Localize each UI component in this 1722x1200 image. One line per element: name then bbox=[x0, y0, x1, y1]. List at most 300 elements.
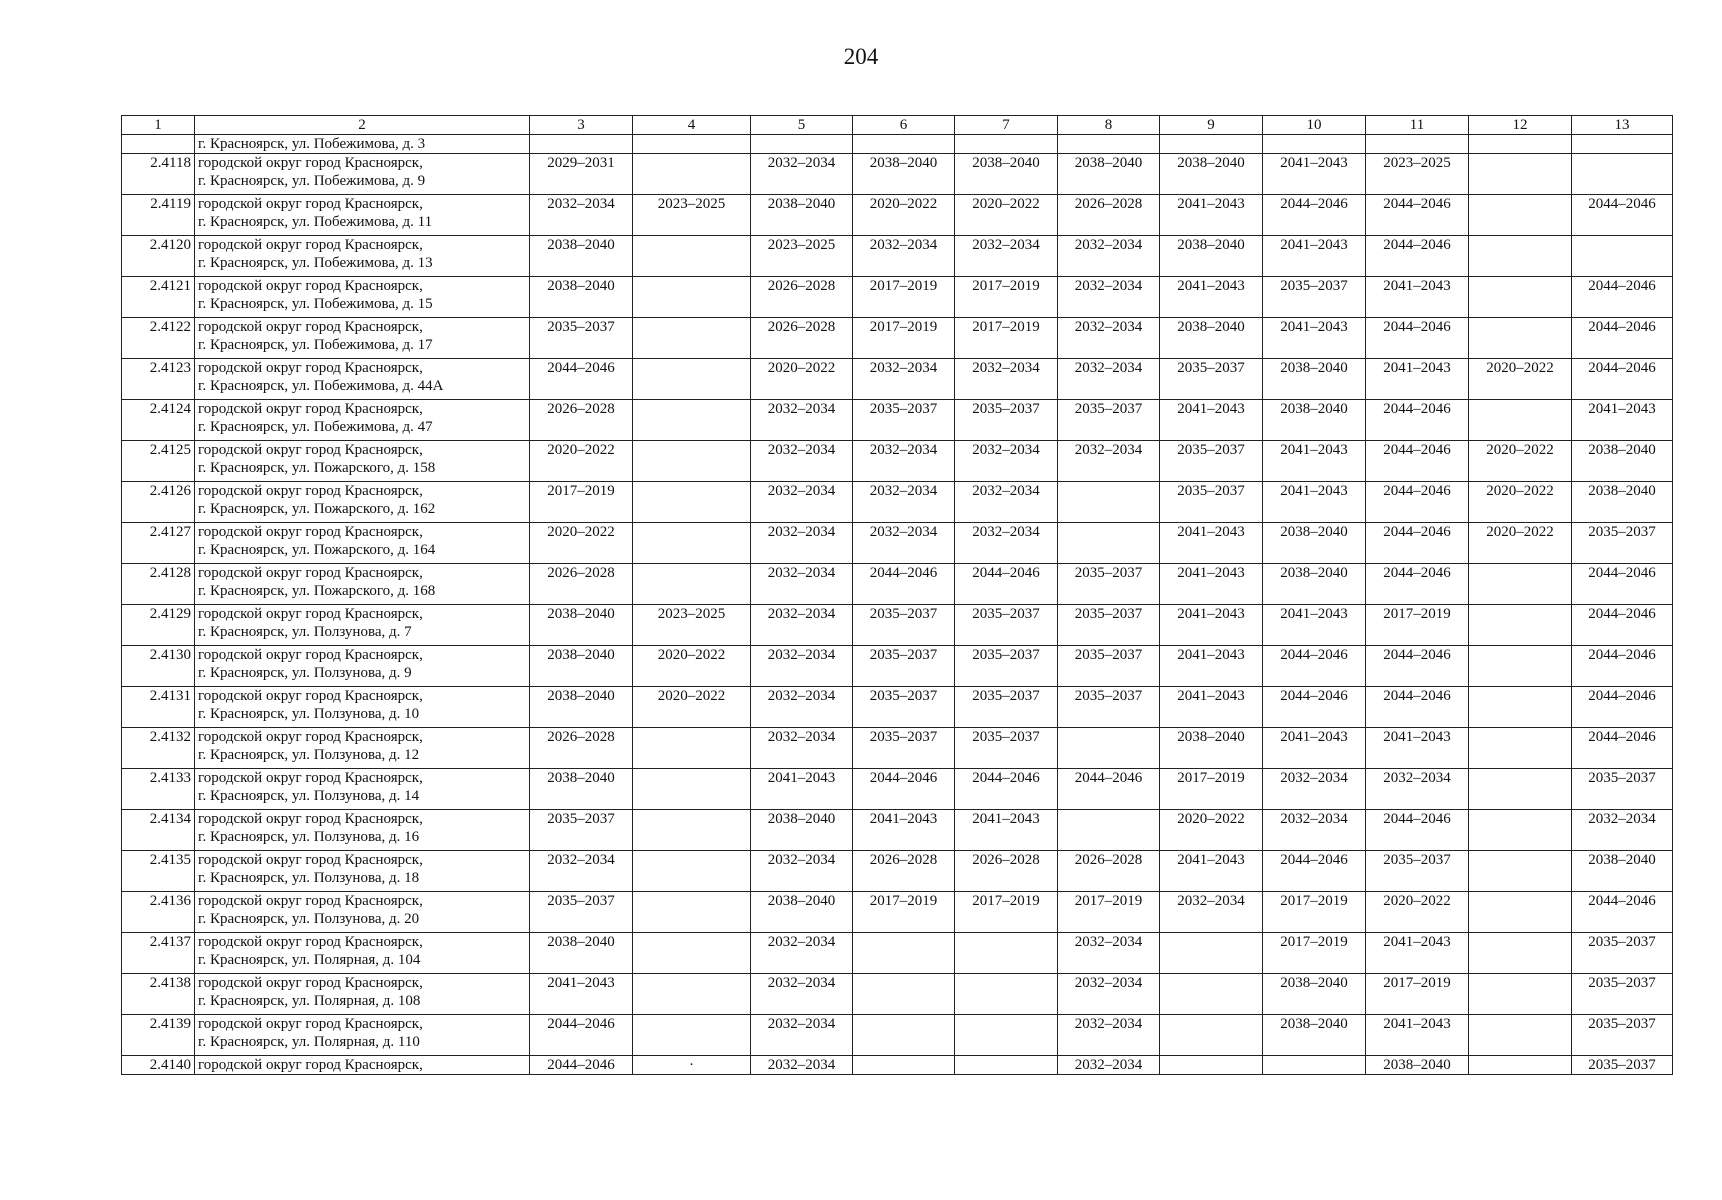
value-cell: 2026–2028 bbox=[1058, 851, 1160, 892]
value-cell: 2032–2034 bbox=[955, 482, 1058, 523]
value-cell bbox=[633, 728, 751, 769]
table-row bbox=[122, 236, 1673, 277]
table-row bbox=[122, 646, 1673, 687]
address-cell bbox=[195, 277, 530, 318]
schedule-table bbox=[121, 115, 1673, 1075]
address-cell: г. Красноярск, ул. Побежимова, д. 3 bbox=[195, 135, 530, 154]
value-cell bbox=[633, 564, 751, 605]
value-cell: 2017–2019 bbox=[1366, 974, 1469, 1015]
value-cell: 2038–2040 bbox=[530, 605, 633, 646]
address-line: г. Красноярск, ул. Полярная, д. 108 bbox=[198, 993, 421, 1009]
value-cell: 2032–2034 bbox=[955, 523, 1058, 564]
row-number-cell: 2.4138 bbox=[122, 974, 195, 1015]
value-cell: 2032–2034 bbox=[853, 482, 955, 523]
address-line: городской округ город Красноярск, bbox=[198, 1016, 423, 1032]
value-cell bbox=[853, 974, 955, 1015]
value-cell: 2041–2043 bbox=[1160, 523, 1263, 564]
row-number-cell: 2.4137 bbox=[122, 933, 195, 974]
row-number-cell: 2.4125 bbox=[122, 441, 195, 482]
value-cell: 2035–2037 bbox=[530, 318, 633, 359]
value-cell: 2032–2034 bbox=[751, 400, 853, 441]
value-cell: 2044–2046 bbox=[1366, 236, 1469, 277]
value-cell bbox=[633, 769, 751, 810]
address-line: г. Красноярск, ул. Пожарского, д. 158 bbox=[198, 460, 436, 476]
address-line: г. Красноярск, ул. Ползунова, д. 10 bbox=[198, 706, 420, 722]
address-cell bbox=[195, 154, 530, 195]
address-line: г. Красноярск, ул. Ползунова, д. 9 bbox=[198, 665, 412, 681]
address-line: г. Красноярск, ул. Ползунова, д. 20 bbox=[198, 911, 420, 927]
row-number-cell: 2.4139 bbox=[122, 1015, 195, 1056]
address-line: городской округ город Красноярск, bbox=[198, 688, 423, 704]
value-cell: 2038–2040 bbox=[853, 154, 955, 195]
value-cell: 2032–2034 bbox=[853, 523, 955, 564]
address-line: г. Красноярск, ул. Побежимова, д. 11 bbox=[198, 214, 433, 230]
value-cell: · bbox=[633, 1056, 751, 1075]
table-row bbox=[122, 523, 1673, 564]
value-cell bbox=[955, 135, 1058, 154]
value-cell: 2044–2046 bbox=[1572, 728, 1673, 769]
value-cell: 2035–2037 bbox=[955, 728, 1058, 769]
column-header: 10 bbox=[1263, 116, 1366, 135]
address-line: городской округ город Красноярск, bbox=[198, 893, 423, 909]
value-cell: 2044–2046 bbox=[530, 1056, 633, 1075]
value-cell bbox=[1469, 135, 1572, 154]
address-cell bbox=[195, 933, 530, 974]
value-cell: 2041–2043 bbox=[1263, 482, 1366, 523]
value-cell bbox=[1058, 810, 1160, 851]
value-cell: 2026–2028 bbox=[751, 277, 853, 318]
value-cell bbox=[1469, 646, 1572, 687]
value-cell bbox=[1469, 236, 1572, 277]
value-cell: 2020–2022 bbox=[1469, 441, 1572, 482]
value-cell bbox=[853, 135, 955, 154]
value-cell: 2041–2043 bbox=[1263, 154, 1366, 195]
address-line: городской округ город Красноярск, bbox=[198, 483, 423, 499]
value-cell bbox=[1469, 1015, 1572, 1056]
address-line: городской округ город Красноярск, bbox=[198, 811, 423, 827]
value-cell: 2035–2037 bbox=[1263, 277, 1366, 318]
value-cell: 2035–2037 bbox=[1572, 523, 1673, 564]
address-cell bbox=[195, 236, 530, 277]
address-line: городской округ город Красноярск, bbox=[198, 729, 423, 745]
row-number-cell: 2.4119 bbox=[122, 195, 195, 236]
table-row bbox=[122, 851, 1673, 892]
value-cell: 2017–2019 bbox=[853, 318, 955, 359]
value-cell: 2044–2046 bbox=[1572, 687, 1673, 728]
value-cell: 2020–2022 bbox=[530, 441, 633, 482]
value-cell: 2041–2043 bbox=[530, 974, 633, 1015]
address-line: городской округ город Красноярск, bbox=[198, 155, 423, 171]
value-cell: 2020–2022 bbox=[1469, 482, 1572, 523]
value-cell bbox=[633, 400, 751, 441]
address-cell bbox=[195, 851, 530, 892]
value-cell: 2026–2028 bbox=[530, 400, 633, 441]
value-cell: 2041–2043 bbox=[1160, 646, 1263, 687]
value-cell: 2032–2034 bbox=[853, 236, 955, 277]
table-row bbox=[122, 728, 1673, 769]
value-cell bbox=[633, 135, 751, 154]
value-cell: 2035–2037 bbox=[1572, 1015, 1673, 1056]
value-cell: 2044–2046 bbox=[1366, 400, 1469, 441]
value-cell: 2035–2037 bbox=[530, 892, 633, 933]
value-cell bbox=[1469, 933, 1572, 974]
value-cell: 2017–2019 bbox=[1160, 769, 1263, 810]
value-cell: 2017–2019 bbox=[1263, 892, 1366, 933]
address-cell bbox=[195, 195, 530, 236]
value-cell: 2023–2025 bbox=[751, 236, 853, 277]
value-cell: 2044–2046 bbox=[853, 769, 955, 810]
value-cell: 2038–2040 bbox=[530, 277, 633, 318]
value-cell bbox=[1572, 236, 1673, 277]
value-cell: 2038–2040 bbox=[751, 195, 853, 236]
value-cell: 2041–2043 bbox=[1366, 933, 1469, 974]
value-cell bbox=[633, 523, 751, 564]
value-cell: 2038–2040 bbox=[1263, 359, 1366, 400]
table-row bbox=[122, 605, 1673, 646]
value-cell: 2044–2046 bbox=[853, 564, 955, 605]
address-line: г. Красноярск, ул. Пожарского, д. 164 bbox=[198, 542, 436, 558]
value-cell bbox=[1469, 974, 1572, 1015]
value-cell bbox=[853, 1015, 955, 1056]
address-cell bbox=[195, 523, 530, 564]
column-header: 5 bbox=[751, 116, 853, 135]
value-cell: 2017–2019 bbox=[1263, 933, 1366, 974]
address-line: г. Красноярск, ул. Ползунова, д. 7 bbox=[198, 624, 412, 640]
value-cell: 2041–2043 bbox=[1160, 605, 1263, 646]
value-cell: 2020–2022 bbox=[1469, 523, 1572, 564]
row-number-cell: 2.4123 bbox=[122, 359, 195, 400]
value-cell: 2035–2037 bbox=[1366, 851, 1469, 892]
value-cell: 2032–2034 bbox=[530, 195, 633, 236]
table-row bbox=[122, 810, 1673, 851]
value-cell bbox=[853, 933, 955, 974]
value-cell bbox=[751, 135, 853, 154]
address-cell bbox=[195, 605, 530, 646]
value-cell: 2032–2034 bbox=[1263, 769, 1366, 810]
value-cell: 2035–2037 bbox=[955, 400, 1058, 441]
address-line: городской округ город Красноярск, bbox=[198, 278, 423, 294]
row-number-cell: 2.4129 bbox=[122, 605, 195, 646]
value-cell: 2044–2046 bbox=[1572, 564, 1673, 605]
value-cell: 2035–2037 bbox=[1572, 769, 1673, 810]
address-line: г. Красноярск, ул. Побежимова, д. 17 bbox=[198, 337, 433, 353]
value-cell: 2044–2046 bbox=[1572, 646, 1673, 687]
row-number-cell: 2.4120 bbox=[122, 236, 195, 277]
value-cell: 2032–2034 bbox=[955, 441, 1058, 482]
address-line: городской округ город Красноярск, bbox=[198, 606, 423, 622]
table-row bbox=[122, 482, 1673, 523]
address-cell bbox=[195, 564, 530, 605]
value-cell: 2041–2043 bbox=[1572, 400, 1673, 441]
value-cell bbox=[1469, 195, 1572, 236]
value-cell: 2041–2043 bbox=[955, 810, 1058, 851]
value-cell bbox=[1469, 769, 1572, 810]
value-cell: 2035–2037 bbox=[1058, 687, 1160, 728]
row-number-cell: 2.4126 bbox=[122, 482, 195, 523]
row-number-cell: 2.4124 bbox=[122, 400, 195, 441]
value-cell: 2026–2028 bbox=[955, 851, 1058, 892]
value-cell: 2032–2034 bbox=[853, 359, 955, 400]
value-cell: 2038–2040 bbox=[530, 933, 633, 974]
table-row bbox=[122, 769, 1673, 810]
table-row bbox=[122, 933, 1673, 974]
column-header: 11 bbox=[1366, 116, 1469, 135]
value-cell bbox=[633, 1015, 751, 1056]
column-header: 2 bbox=[195, 116, 530, 135]
value-cell: 2032–2034 bbox=[955, 359, 1058, 400]
value-cell: 2038–2040 bbox=[1366, 1056, 1469, 1075]
value-cell bbox=[633, 441, 751, 482]
value-cell: 2044–2046 bbox=[1572, 195, 1673, 236]
value-cell: 2035–2037 bbox=[955, 605, 1058, 646]
row-number-cell: 2.4121 bbox=[122, 277, 195, 318]
table-row bbox=[122, 564, 1673, 605]
table-row bbox=[122, 892, 1673, 933]
value-cell bbox=[955, 1056, 1058, 1075]
value-cell: 2023–2025 bbox=[633, 605, 751, 646]
row-number-cell bbox=[122, 135, 195, 154]
address-cell bbox=[195, 482, 530, 523]
value-cell: 2032–2034 bbox=[1160, 892, 1263, 933]
value-cell: 2023–2025 bbox=[1366, 154, 1469, 195]
column-header: 3 bbox=[530, 116, 633, 135]
column-header: 12 bbox=[1469, 116, 1572, 135]
address-line: городской округ город Красноярск, bbox=[198, 237, 423, 253]
value-cell bbox=[1469, 851, 1572, 892]
value-cell: 2041–2043 bbox=[853, 810, 955, 851]
value-cell bbox=[1263, 1056, 1366, 1075]
value-cell: 2038–2040 bbox=[1263, 974, 1366, 1015]
row-number-cell: 2.4131 bbox=[122, 687, 195, 728]
table-row bbox=[122, 974, 1673, 1015]
value-cell bbox=[1469, 564, 1572, 605]
value-cell: 2020–2022 bbox=[853, 195, 955, 236]
table-row bbox=[122, 135, 1673, 154]
value-cell bbox=[853, 1056, 955, 1075]
address-line: городской округ город Красноярск, bbox=[198, 1057, 423, 1073]
address-line: г. Красноярск, ул. Ползунова, д. 12 bbox=[198, 747, 420, 763]
table-row bbox=[122, 400, 1673, 441]
value-cell bbox=[1469, 1056, 1572, 1075]
value-cell bbox=[633, 810, 751, 851]
table-row bbox=[122, 277, 1673, 318]
value-cell: 2032–2034 bbox=[751, 933, 853, 974]
value-cell: 2035–2037 bbox=[1058, 605, 1160, 646]
value-cell: 2032–2034 bbox=[1058, 1056, 1160, 1075]
row-number-cell: 2.4140 bbox=[122, 1056, 195, 1075]
value-cell bbox=[1058, 135, 1160, 154]
column-header: 7 bbox=[955, 116, 1058, 135]
value-cell: 2041–2043 bbox=[1263, 318, 1366, 359]
row-number-cell: 2.4122 bbox=[122, 318, 195, 359]
value-cell: 2038–2040 bbox=[1160, 154, 1263, 195]
value-cell: 2035–2037 bbox=[955, 646, 1058, 687]
value-cell: 2044–2046 bbox=[1366, 441, 1469, 482]
value-cell: 2041–2043 bbox=[1366, 728, 1469, 769]
address-line: городской округ город Красноярск, bbox=[198, 360, 423, 376]
value-cell: 2026–2028 bbox=[853, 851, 955, 892]
value-cell: 2038–2040 bbox=[530, 687, 633, 728]
column-header: 13 bbox=[1572, 116, 1673, 135]
value-cell: 2041–2043 bbox=[1160, 277, 1263, 318]
table-row bbox=[122, 154, 1673, 195]
address-line: г. Красноярск, ул. Полярная, д. 104 bbox=[198, 952, 421, 968]
value-cell: 2032–2034 bbox=[1058, 441, 1160, 482]
value-cell: 2017–2019 bbox=[955, 318, 1058, 359]
value-cell: 2032–2034 bbox=[751, 605, 853, 646]
value-cell bbox=[1469, 687, 1572, 728]
value-cell: 2041–2043 bbox=[1160, 687, 1263, 728]
value-cell: 2035–2037 bbox=[853, 400, 955, 441]
value-cell: 2041–2043 bbox=[1263, 236, 1366, 277]
address-cell bbox=[195, 728, 530, 769]
value-cell: 2020–2022 bbox=[633, 687, 751, 728]
value-cell: 2041–2043 bbox=[1160, 851, 1263, 892]
value-cell: 2044–2046 bbox=[1572, 892, 1673, 933]
row-number-cell: 2.4136 bbox=[122, 892, 195, 933]
value-cell: 2035–2037 bbox=[853, 605, 955, 646]
value-cell: 2032–2034 bbox=[1263, 810, 1366, 851]
value-cell: 2035–2037 bbox=[853, 687, 955, 728]
value-cell: 2032–2034 bbox=[751, 851, 853, 892]
value-cell: 2020–2022 bbox=[1366, 892, 1469, 933]
value-cell: 2032–2034 bbox=[530, 851, 633, 892]
row-number-cell: 2.4118 bbox=[122, 154, 195, 195]
value-cell: 2032–2034 bbox=[751, 564, 853, 605]
address-cell bbox=[195, 646, 530, 687]
value-cell: 2017–2019 bbox=[530, 482, 633, 523]
value-cell: 2032–2034 bbox=[751, 441, 853, 482]
address-cell bbox=[195, 892, 530, 933]
value-cell: 2038–2040 bbox=[530, 646, 633, 687]
value-cell bbox=[633, 359, 751, 400]
value-cell: 2035–2037 bbox=[955, 687, 1058, 728]
value-cell bbox=[633, 318, 751, 359]
value-cell: 2038–2040 bbox=[955, 154, 1058, 195]
value-cell: 2020–2022 bbox=[633, 646, 751, 687]
table-row bbox=[122, 1056, 1673, 1075]
value-cell: 2038–2040 bbox=[1058, 154, 1160, 195]
address-line: г. Красноярск, ул. Побежимова, д. 15 bbox=[198, 296, 433, 312]
value-cell: 2035–2037 bbox=[1058, 564, 1160, 605]
value-cell bbox=[1572, 154, 1673, 195]
value-cell: 2044–2046 bbox=[530, 359, 633, 400]
value-cell: 2038–2040 bbox=[1572, 851, 1673, 892]
value-cell: 2041–2043 bbox=[1263, 605, 1366, 646]
value-cell: 2026–2028 bbox=[751, 318, 853, 359]
value-cell: 2038–2040 bbox=[1160, 236, 1263, 277]
header-row bbox=[122, 116, 1673, 135]
value-cell: 2035–2037 bbox=[1572, 1056, 1673, 1075]
value-cell: 2038–2040 bbox=[1160, 728, 1263, 769]
value-cell bbox=[1058, 523, 1160, 564]
address-cell bbox=[195, 441, 530, 482]
address-line: г. Красноярск, ул. Побежимова, д. 13 bbox=[198, 255, 433, 271]
address-line: городской округ город Красноярск, bbox=[198, 196, 423, 212]
value-cell: 2035–2037 bbox=[853, 646, 955, 687]
value-cell: 2041–2043 bbox=[1366, 359, 1469, 400]
value-cell: 2038–2040 bbox=[751, 892, 853, 933]
value-cell: 2044–2046 bbox=[1366, 195, 1469, 236]
value-cell bbox=[633, 933, 751, 974]
address-cell bbox=[195, 318, 530, 359]
value-cell: 2035–2037 bbox=[1160, 441, 1263, 482]
value-cell: 2044–2046 bbox=[1572, 359, 1673, 400]
value-cell: 2035–2037 bbox=[1058, 400, 1160, 441]
value-cell: 2041–2043 bbox=[1160, 195, 1263, 236]
value-cell: 2032–2034 bbox=[751, 523, 853, 564]
column-header: 8 bbox=[1058, 116, 1160, 135]
column-header: 6 bbox=[853, 116, 955, 135]
value-cell bbox=[633, 851, 751, 892]
address-cell bbox=[195, 810, 530, 851]
value-cell: 2020–2022 bbox=[1469, 359, 1572, 400]
value-cell: 2032–2034 bbox=[1058, 236, 1160, 277]
value-cell: 2044–2046 bbox=[1572, 277, 1673, 318]
value-cell: 2020–2022 bbox=[1160, 810, 1263, 851]
value-cell: 2038–2040 bbox=[1263, 400, 1366, 441]
address-line: городской округ город Красноярск, bbox=[198, 647, 423, 663]
value-cell: 2032–2034 bbox=[751, 974, 853, 1015]
row-number-cell: 2.4128 bbox=[122, 564, 195, 605]
value-cell bbox=[1469, 728, 1572, 769]
value-cell bbox=[1366, 135, 1469, 154]
address-line: г. Красноярск, ул. Побежимова, д. 47 bbox=[198, 419, 433, 435]
row-number-cell: 2.4130 bbox=[122, 646, 195, 687]
value-cell: 2032–2034 bbox=[751, 1015, 853, 1056]
table-row bbox=[122, 318, 1673, 359]
page-number: 204 bbox=[843, 44, 879, 69]
value-cell bbox=[1160, 1056, 1263, 1075]
value-cell bbox=[955, 1015, 1058, 1056]
value-cell: 2044–2046 bbox=[955, 564, 1058, 605]
value-cell: 2044–2046 bbox=[1263, 195, 1366, 236]
address-cell bbox=[195, 400, 530, 441]
value-cell bbox=[1469, 810, 1572, 851]
value-cell: 2041–2043 bbox=[1160, 564, 1263, 605]
value-cell: 2032–2034 bbox=[1058, 359, 1160, 400]
value-cell: 2020–2022 bbox=[530, 523, 633, 564]
value-cell: 2032–2034 bbox=[751, 687, 853, 728]
value-cell bbox=[1469, 892, 1572, 933]
address-line: г. Красноярск, ул. Ползунова, д. 16 bbox=[198, 829, 420, 845]
address-line: городской округ город Красноярск, bbox=[198, 524, 423, 540]
value-cell: 2044–2046 bbox=[1366, 564, 1469, 605]
row-number-cell: 2.4134 bbox=[122, 810, 195, 851]
value-cell bbox=[1469, 605, 1572, 646]
address-line: г. Красноярск, ул. Пожарского, д. 168 bbox=[198, 583, 436, 599]
value-cell bbox=[1469, 400, 1572, 441]
value-cell: 2044–2046 bbox=[1366, 318, 1469, 359]
value-cell: 2032–2034 bbox=[751, 154, 853, 195]
value-cell: 2032–2034 bbox=[751, 728, 853, 769]
value-cell: 2038–2040 bbox=[530, 236, 633, 277]
value-cell bbox=[1160, 974, 1263, 1015]
value-cell: 2032–2034 bbox=[853, 441, 955, 482]
value-cell: 2026–2028 bbox=[530, 564, 633, 605]
table-row bbox=[122, 359, 1673, 400]
value-cell: 2044–2046 bbox=[1263, 687, 1366, 728]
value-cell bbox=[955, 974, 1058, 1015]
value-cell bbox=[633, 974, 751, 1015]
table-row bbox=[122, 687, 1673, 728]
address-line: г. Красноярск, ул. Ползунова, д. 14 bbox=[198, 788, 420, 804]
value-cell: 2044–2046 bbox=[530, 1015, 633, 1056]
value-cell: 2017–2019 bbox=[853, 277, 955, 318]
address-cell bbox=[195, 687, 530, 728]
value-cell: 2038–2040 bbox=[751, 810, 853, 851]
value-cell: 2017–2019 bbox=[955, 277, 1058, 318]
